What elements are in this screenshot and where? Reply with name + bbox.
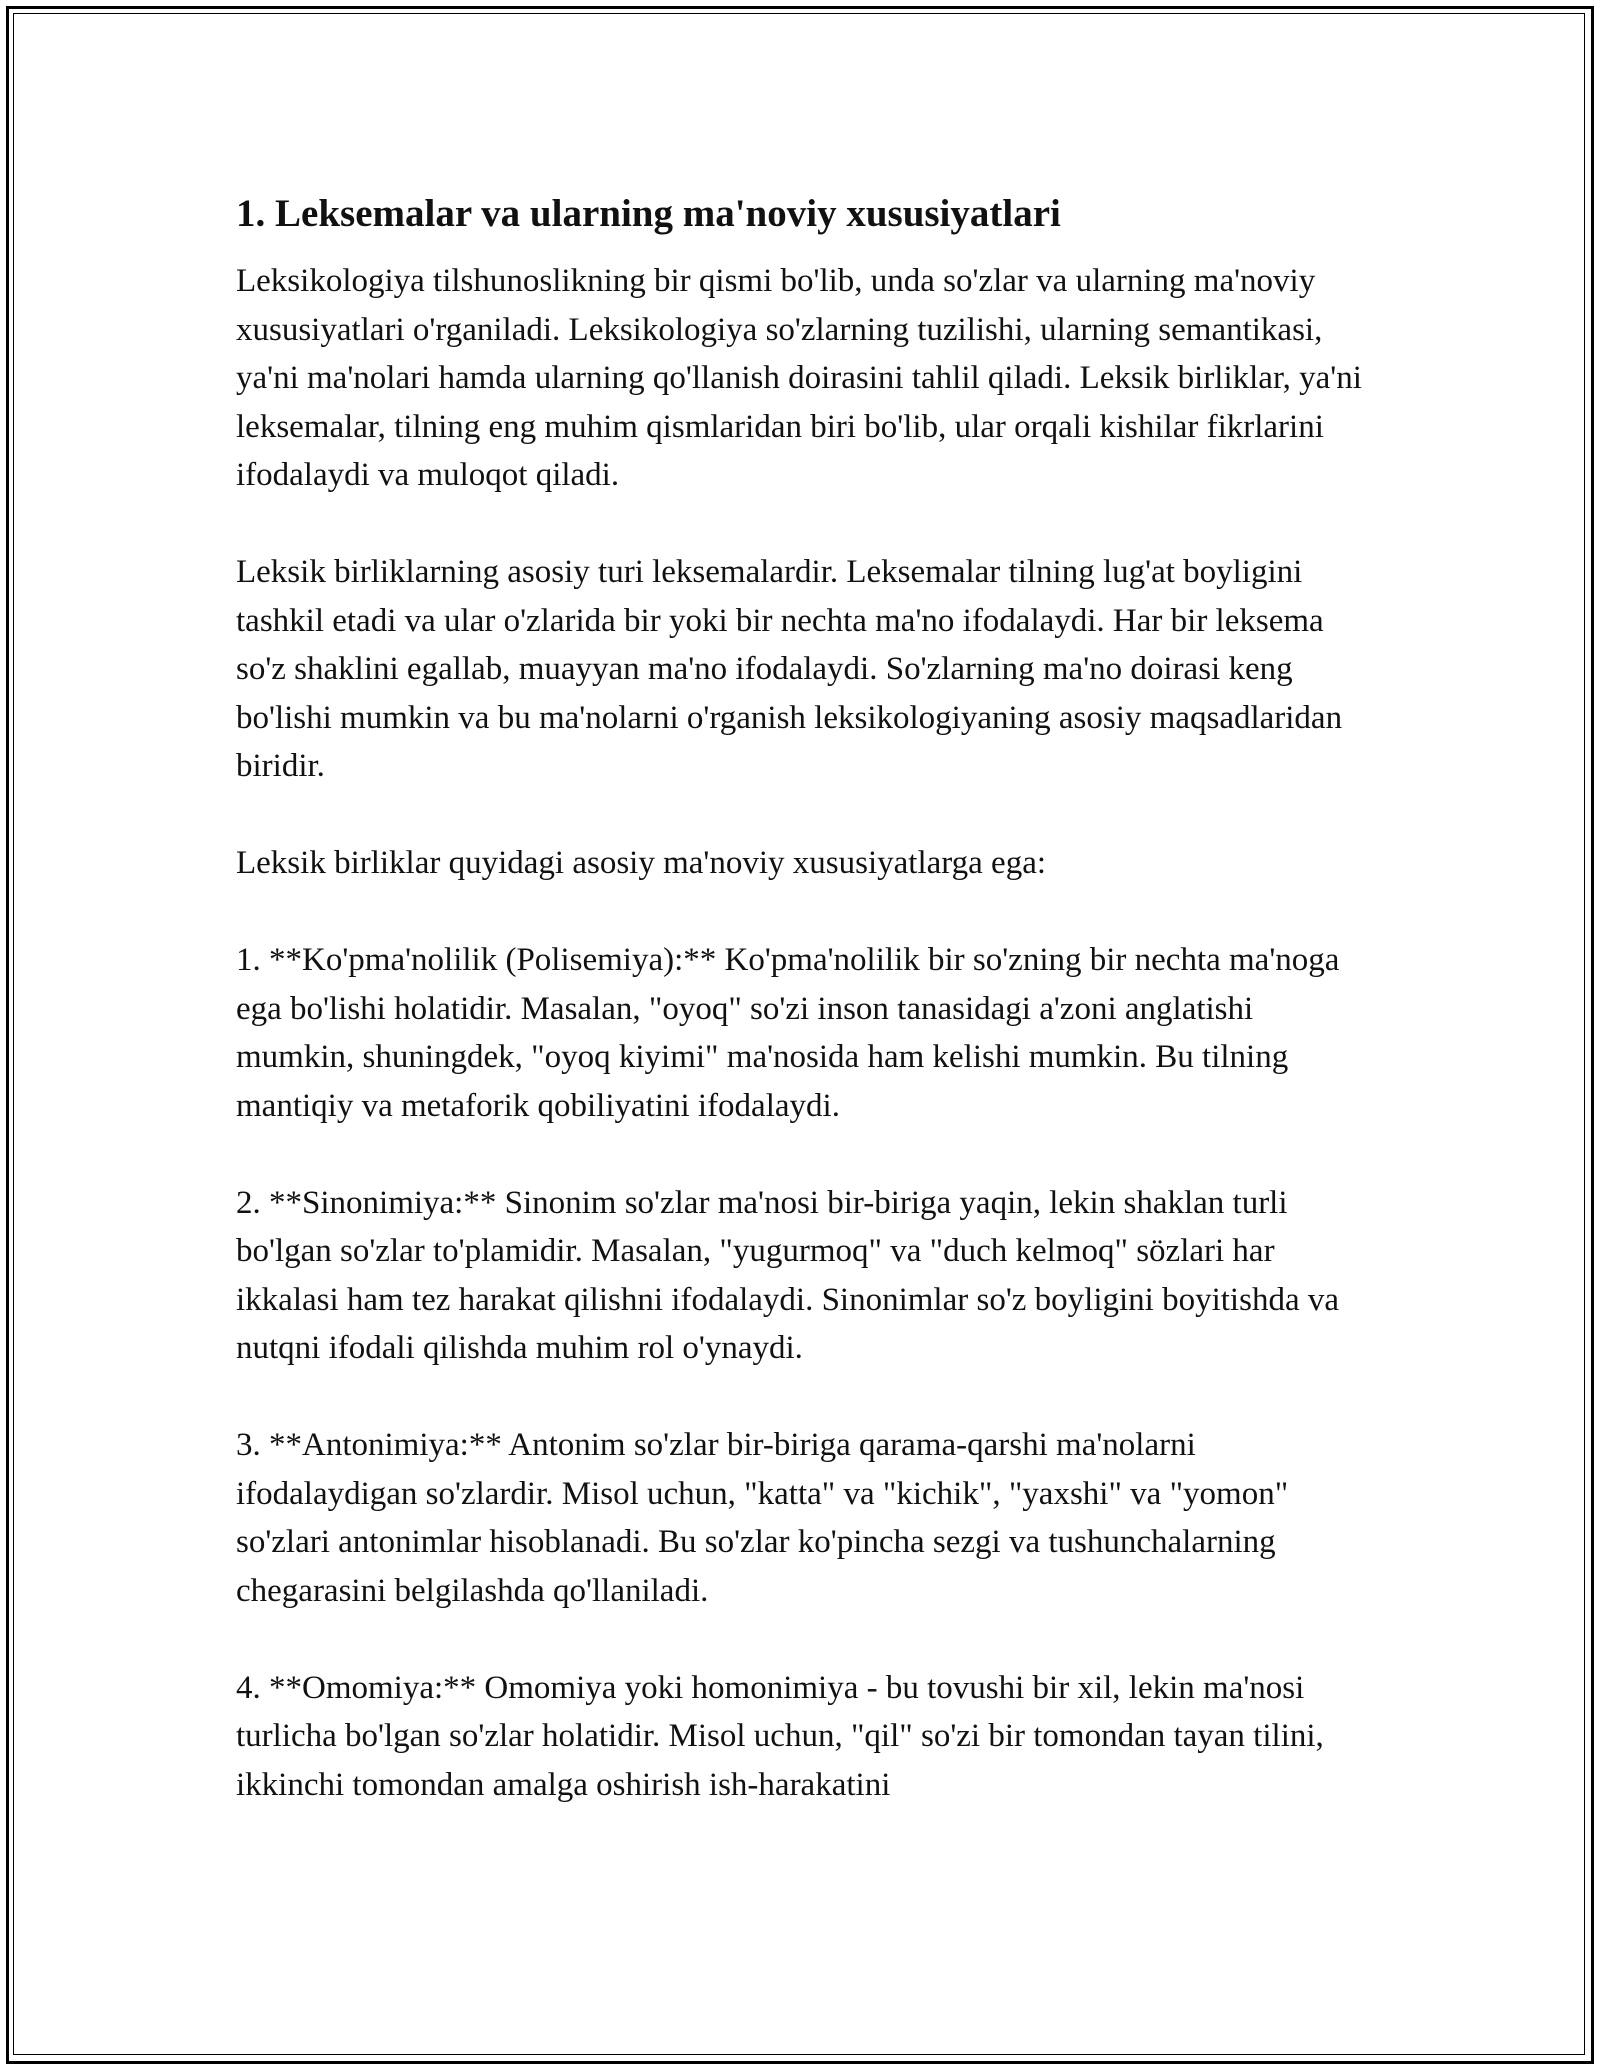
paragraph-intro: Leksikologiya tilshunoslikning bir qismi bo'lib, unda so'zlar va ularning ma'noviy xususiyatlari o'rganiladi. Leksikologiya so'zlarning tuzilishi, ularning semantikasi, ya'ni ma'nolari hamda ularning qo'llanish doirasini tahlil qiladi. Leksik birliklar, ya'ni leksemalar, tilning eng muhim qismlaridan biri bo'lib, ular orqali kishilar fikrlarini ifodalaydi va muloqot qiladi.: [236, 263, 1362, 493]
list-item-synonymy: 2. **Sinonimiya:** Sinonim so'zlar ma'nosi bir-biriga yaqin, lekin shaklan turli bo'lgan so'zlar to'plamidir. Masalan, "yugurmoq" va "duch kelmoq" sözlari har ikkalasi ham tez harakat qilishni ifodalaydi. Sinonimlar so'z boyligini boyitishda va nutqni ifodali qilishda muhim rol o'ynaydi.: [236, 1184, 1339, 1366]
paragraph-properties-lead: Leksik birliklar quyidagi asosiy ma'noviy xususiyatlarga ega:: [236, 845, 1047, 881]
list-item-antonymy: 3. **Antonimiya:** Antonim so'zlar bir-biriga qarama-qarshi ma'nolarni ifodalaydigan so'zlardir. Misol uchun, "katta" va "kichik", "yaxshi" va "yomon" so'zlari antonimlar hisoblanadi. Bu so'zlar ko'pincha sezgi va tushunchalarning chegarasini belgilashda qo'llaniladi.: [236, 1427, 1289, 1609]
list-item-homonymy: 4. **Omomiya:** Omomiya yoki homonimiya - bu tovushi bir xil, lekin ma'nosi turlicha bo'lgan so'zlar holatidir. Misol uchun, "qil" so'zi bir tomondan tayan tilini, ikkinchi tomondan amalga oshirish ish-harakatini: [236, 1669, 1324, 1803]
section-heading: 1. Leksemalar va ularning ma'noviy xususiyatlari: [236, 192, 1061, 235]
list-item-polysemy: 1. **Ko'pma'nolilik (Polisemiya):** Ko'pma'nolilik bir so'zning bir nechta ma'noga ega bo'lishi holatidir. Masalan, "oyoq" so'zi inson tanasidagi a'zoni anglatishi mumkin, shuningdek, "oyoq kiyimi" ma'nosida ham kelishi mumkin. Bu tilning mantiqiy va metaforik qobiliyatini ifodalaydi.: [236, 942, 1340, 1124]
paragraph-lexemes: Leksik birliklarning asosiy turi leksemalardir. Leksemalar tilning lug'at boyligini tashkil etadi va ular o'zlarida bir yoki bir nechta ma'no ifodalaydi. Har bir leksema so'z shaklini egallab, muayyan ma'no ifodalaydi. So'zlarning ma'no doirasi keng bo'lishi mumkin va bu ma'nolarni o'rganish leksikologiyaning asosiy maqsadlaridan biridir.: [236, 554, 1343, 784]
document-body: [236, 188, 1376, 1809]
